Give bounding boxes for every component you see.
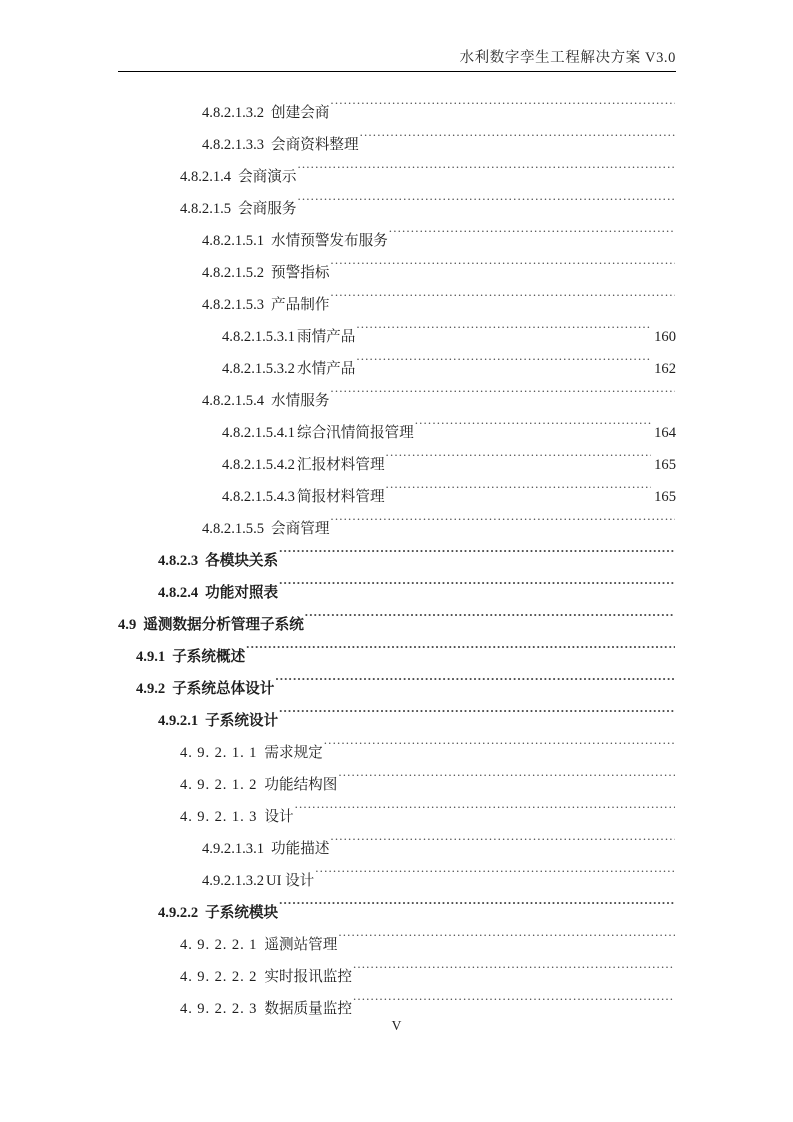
toc-entry-title: 遥测站管理 — [264, 937, 338, 953]
toc-entry[interactable] — [118, 609, 676, 641]
toc-entry[interactable] — [118, 513, 676, 545]
toc-dot-leader — [246, 646, 675, 661]
toc-entry[interactable] — [118, 737, 676, 769]
toc-entry-number: 4.8.2.1.5.4.2 — [222, 457, 295, 473]
toc-entry[interactable] — [118, 897, 676, 929]
toc-entry-page-number: 165 — [654, 457, 676, 473]
running-header — [118, 48, 676, 72]
toc-entry-number: 4.8.2.1.5.5 — [202, 521, 265, 537]
toc-entry-number: 4. 9. 2. 1. 1 — [180, 745, 258, 761]
toc-dot-leader — [360, 134, 675, 149]
toc-entry-number: 4.9.2.1.3.2 — [202, 873, 265, 889]
toc-entry[interactable] — [118, 449, 676, 481]
toc-entry-title: 实时报讯监控 — [264, 969, 352, 985]
toc-entry-title: 产品制作 — [271, 297, 330, 313]
toc-dot-leader — [297, 198, 675, 213]
toc-entry[interactable] — [118, 545, 676, 577]
toc-dot-leader — [279, 710, 675, 725]
toc-entry-number: 4.9 — [118, 617, 137, 633]
toc-entry-page-number: 165 — [654, 489, 676, 505]
toc-entry-number: 4.8.2.1.5.3.2 — [222, 361, 295, 377]
toc-entry-title: 遥测数据分析管理子系统 — [143, 617, 304, 633]
toc-entry-number: 4.8.2.1.3.3 — [202, 137, 265, 153]
toc-entry-title: 设计 — [264, 809, 294, 825]
toc-entry-title: 水情产品 — [296, 361, 356, 377]
toc-entry-number: 4.8.2.1.5.1 — [202, 233, 265, 249]
toc-entry[interactable] — [118, 769, 676, 801]
toc-entry-number: 4.8.2.1.5.4.1 — [222, 425, 295, 441]
toc-entry[interactable] — [118, 193, 676, 225]
toc-entry-title: UI 设计 — [266, 873, 315, 889]
toc-dot-leader — [297, 166, 675, 181]
toc-entry[interactable] — [118, 481, 676, 513]
toc-entry-number: 4. 9. 2. 2. 2 — [180, 969, 258, 985]
toc-entry[interactable] — [118, 385, 676, 417]
toc-dot-leader — [315, 870, 675, 885]
toc-entry-number: 4.8.2.1.4 — [180, 169, 232, 185]
toc-entry-number: 4.9.1 — [136, 649, 166, 665]
toc-entry[interactable] — [118, 225, 676, 257]
toc-entry[interactable] — [118, 161, 676, 193]
toc-entry-title: 数据质量监控 — [264, 1001, 352, 1017]
toc-dot-leader — [330, 102, 675, 117]
toc-dot-leader — [415, 422, 651, 437]
toc-dot-leader — [353, 966, 675, 981]
toc-entry-title: 子系统设计 — [205, 713, 279, 729]
toc-entry-number: 4.8.2.1.5 — [180, 201, 232, 217]
toc-entry[interactable] — [118, 257, 676, 289]
toc-entry-title: 子系统概述 — [172, 649, 246, 665]
toc-entry[interactable] — [118, 321, 676, 353]
toc-entry[interactable] — [118, 865, 676, 897]
toc-dot-leader — [389, 230, 675, 245]
toc-entry-title: 各模块关系 — [205, 553, 279, 569]
toc-entry[interactable] — [118, 961, 676, 993]
header-title: 水利数字孪生工程解决方案 V3.0 — [459, 50, 676, 66]
toc-dot-leader — [338, 934, 675, 949]
header-divider — [118, 71, 676, 72]
toc-entry[interactable] — [118, 801, 676, 833]
toc-entry-number: 4. 9. 2. 1. 2 — [180, 777, 258, 793]
toc-entry[interactable] — [118, 705, 676, 737]
toc-dot-leader — [279, 582, 675, 597]
page-number: V — [391, 1018, 402, 1033]
toc-dot-leader — [324, 742, 675, 757]
toc-entry-number: 4.9.2.2 — [158, 905, 199, 921]
toc-entry[interactable] — [118, 289, 676, 321]
toc-dot-leader — [330, 294, 675, 309]
toc-entry-number: 4.8.2.1.5.4.3 — [222, 489, 295, 505]
toc-dot-leader — [356, 326, 651, 341]
toc-entry[interactable] — [118, 417, 676, 449]
toc-entry[interactable] — [118, 97, 676, 129]
toc-entry-title: 功能结构图 — [264, 777, 338, 793]
toc-dot-leader — [338, 774, 675, 789]
toc-entry[interactable] — [118, 577, 676, 609]
toc-entry[interactable] — [118, 833, 676, 865]
toc-entry-number: 4.8.2.1.3.2 — [202, 105, 265, 121]
toc-entry-page-number: 160 — [654, 329, 676, 345]
toc-entry-number: 4.9.2.1 — [158, 713, 199, 729]
toc-entry-number: 4. 9. 2. 1. 3 — [180, 809, 258, 825]
toc-entry-title: 汇报材料管理 — [296, 457, 385, 473]
toc-entry-title: 综合汛情简报管理 — [296, 425, 414, 441]
toc-entry-title: 简报材料管理 — [296, 489, 385, 505]
toc-dot-leader — [330, 390, 675, 405]
toc-dot-leader — [330, 518, 675, 533]
toc-entry-number: 4. 9. 2. 2. 3 — [180, 1001, 258, 1017]
toc-entry[interactable] — [118, 129, 676, 161]
toc-entry-title: 会商演示 — [238, 169, 297, 185]
toc-entry[interactable] — [118, 353, 676, 385]
toc-dot-leader — [295, 806, 675, 821]
table-of-contents — [118, 97, 676, 1025]
toc-dot-leader — [386, 486, 651, 501]
toc-entry-title: 功能描述 — [271, 841, 330, 857]
toc-entry-title: 需求规定 — [264, 745, 323, 761]
toc-dot-leader — [386, 454, 651, 469]
toc-entry-page-number: 164 — [654, 425, 676, 441]
toc-dot-leader — [330, 262, 675, 277]
toc-entry-number: 4.8.2.1.5.3 — [202, 297, 265, 313]
toc-entry[interactable] — [118, 641, 676, 673]
toc-entry-title: 子系统模块 — [205, 905, 279, 921]
toc-entry-number: 4.8.2.3 — [158, 553, 199, 569]
toc-entry-number: 4.8.2.1.5.2 — [202, 265, 265, 281]
toc-entry[interactable] — [118, 929, 676, 961]
toc-entry-title: 子系统总体设计 — [172, 681, 275, 697]
toc-dot-leader — [330, 838, 675, 853]
toc-dot-leader — [279, 902, 675, 917]
toc-entry-number: 4.8.2.4 — [158, 585, 199, 601]
toc-entry-number: 4.8.2.1.5.3.1 — [222, 329, 295, 345]
toc-entry-title: 雨情产品 — [296, 329, 356, 345]
toc-entry-title: 会商资料整理 — [271, 137, 359, 153]
toc-entry[interactable] — [118, 673, 676, 705]
toc-dot-leader — [275, 678, 675, 693]
toc-entry-title: 水情预警发布服务 — [271, 233, 388, 249]
toc-entry-title: 预警指标 — [271, 265, 330, 281]
toc-entry-title: 水情服务 — [271, 393, 330, 409]
toc-entry-number: 4.9.2.1.3.1 — [202, 841, 265, 857]
toc-entry-title: 会商管理 — [271, 521, 330, 537]
toc-entry-number: 4.9.2 — [136, 681, 166, 697]
toc-entry-number: 4. 9. 2. 2. 1 — [180, 937, 258, 953]
toc-entry-title: 会商服务 — [238, 201, 297, 217]
toc-dot-leader — [356, 358, 651, 373]
toc-dot-leader — [279, 550, 675, 565]
toc-entry-number: 4.8.2.1.5.4 — [202, 393, 265, 409]
toc-entry-title: 功能对照表 — [205, 585, 279, 601]
toc-entry-title: 创建会商 — [271, 105, 330, 121]
toc-entry-page-number: 162 — [654, 361, 676, 377]
toc-dot-leader — [353, 998, 675, 1013]
toc-dot-leader — [305, 614, 675, 629]
